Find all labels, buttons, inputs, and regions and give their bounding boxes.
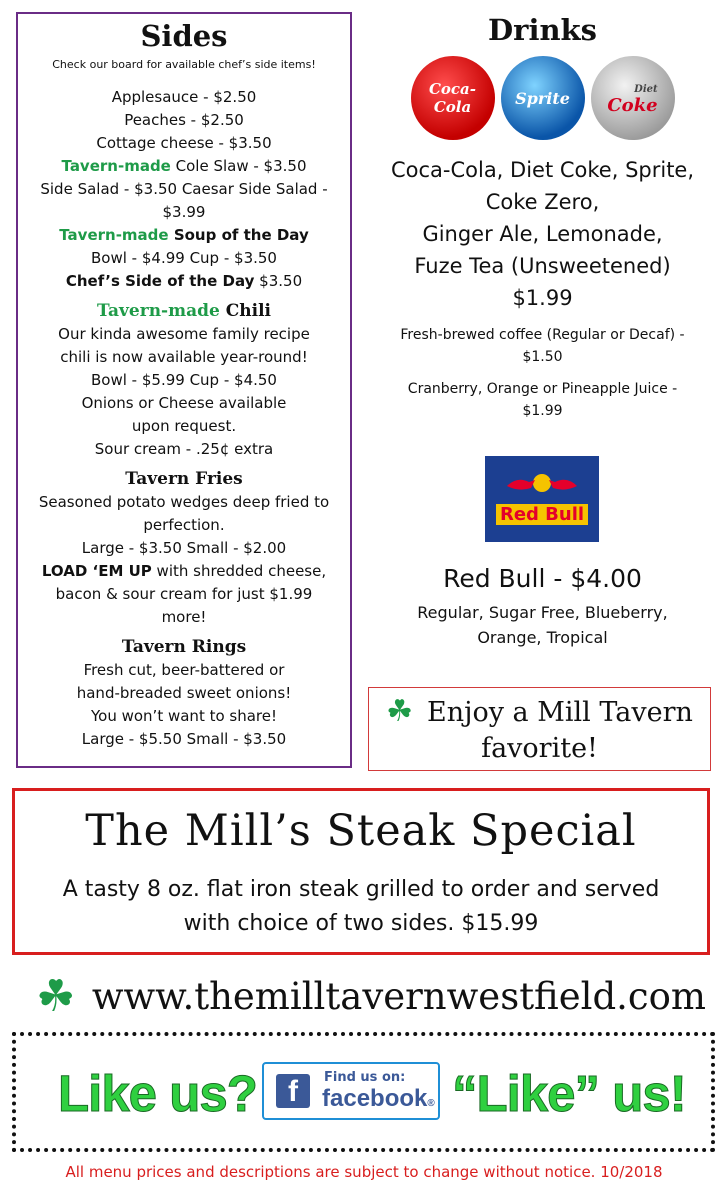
- soup-price: Bowl - $4.99 Cup - $3.50: [91, 249, 277, 267]
- red-bull-logo: Red Bull: [485, 456, 599, 542]
- sides-title: Sides: [140, 19, 228, 53]
- chili-sour-cream: Sour cream - .25¢ extra: [94, 440, 274, 458]
- red-bull-flavors: Regular, Sugar Free, Blueberry, Orange, Tropical: [417, 603, 668, 647]
- find-us-label: Find us on:: [324, 1070, 406, 1085]
- shamrock-icon: ☘: [386, 694, 413, 729]
- side-item: Applesauce - $2.50: [111, 88, 257, 106]
- soup-item: Tavern-made Soup of the Day: [59, 226, 309, 244]
- fries-price: Large - $3.50 Small - $2.00: [81, 539, 287, 557]
- rings-desc: hand-breaded sweet onions!: [76, 684, 292, 702]
- chili-option: Onions or Cheese available: [81, 394, 287, 412]
- rings-price: Large - $5.50 Small - $3.50: [81, 730, 287, 748]
- sides-panel: [16, 12, 352, 768]
- drinks-title: Drinks: [488, 13, 597, 47]
- diet-coke-logo: Diet Coke: [591, 56, 675, 140]
- chef-side-item: Chef’s Side of the Day $3.50: [65, 272, 303, 290]
- fries-desc: perfection.: [143, 516, 225, 534]
- sides-note: Check our board for available chef’s side items!: [52, 58, 316, 71]
- side-item: Cottage cheese - $3.50: [96, 134, 272, 152]
- coke-logo: Coca-Cola: [411, 56, 495, 140]
- fries-heading: Tavern Fries: [125, 469, 243, 489]
- steak-title: The Mill’s Steak Special: [85, 806, 637, 856]
- cole-slaw-item: Tavern-made Cole Slaw - $3.50: [61, 157, 307, 175]
- website-line: [36, 968, 706, 1024]
- salad-item-price: $3.99: [162, 203, 206, 221]
- fries-desc: Seasoned potato wedges deep fried to: [38, 493, 330, 511]
- juice-item: Cranberry, Orange or Pineapple Juice - $1.99: [407, 381, 678, 419]
- steak-special-box: [12, 788, 710, 955]
- salad-item: Side Salad - $3.50 Caesar Side Salad -: [40, 180, 328, 198]
- bull-icon: [505, 472, 579, 494]
- tavern-made-label: Tavern-made: [61, 157, 171, 175]
- steak-desc: A tasty 8 oz. flat iron steak grilled to order and served with choice of two sides. $15.99: [62, 877, 660, 936]
- sprite-logo: Sprite: [501, 56, 585, 140]
- footer-disclaimer: All menu prices and descriptions are subject to change without notice. 10/2018: [65, 1163, 663, 1181]
- like-us-text: Like us?: [58, 1065, 257, 1122]
- like-us-text-right: “Like” us!: [452, 1065, 686, 1122]
- website-url[interactable]: www.themilltavernwestfield.com: [91, 974, 706, 1018]
- drinks-panel: [370, 12, 715, 422]
- drink-list: Coca-Cola, Diet Coke, Sprite, Coke Zero, Ginger Ale, Lemonade, Fuze Tea (Unsweetened) $1.99: [370, 154, 715, 314]
- fries-load: more!: [161, 608, 207, 626]
- chili-desc: chili is now available year-round!: [60, 348, 308, 366]
- chili-heading: Tavern-made Chili: [97, 301, 271, 321]
- fries-load: bacon & sour cream for just $1.99: [55, 585, 313, 603]
- facebook-f-icon: f: [276, 1074, 310, 1108]
- chili-price: Bowl - $5.99 Cup - $4.50: [91, 371, 277, 389]
- red-bull-price: Red Bull - $4.00: [443, 564, 642, 593]
- shamrock-icon: ☘: [36, 970, 76, 1022]
- facebook-button[interactable]: [262, 1062, 440, 1120]
- chili-desc: Our kinda awesome family recipe: [58, 325, 310, 343]
- fries-load: LOAD ‘EM UP with shredded cheese,: [41, 562, 327, 580]
- tavern-made-label: Tavern-made: [59, 226, 169, 244]
- chili-option: upon request.: [131, 417, 237, 435]
- enjoy-box: ☘ Enjoy a Mill Tavern favorite!: [368, 687, 711, 771]
- facebook-wordmark: facebook®: [322, 1085, 435, 1112]
- rings-heading: Tavern Rings: [121, 637, 247, 657]
- rings-desc: You won’t want to share!: [90, 707, 278, 725]
- drink-price: $1.99: [512, 286, 573, 310]
- rings-desc: Fresh cut, beer-battered or: [83, 661, 285, 679]
- red-bull-section: [370, 560, 715, 650]
- drink-logos: [370, 56, 715, 140]
- side-item: Peaches - $2.50: [124, 111, 244, 129]
- coffee-item: Fresh-brewed coffee (Regular or Decaf) - $1.50: [400, 327, 685, 365]
